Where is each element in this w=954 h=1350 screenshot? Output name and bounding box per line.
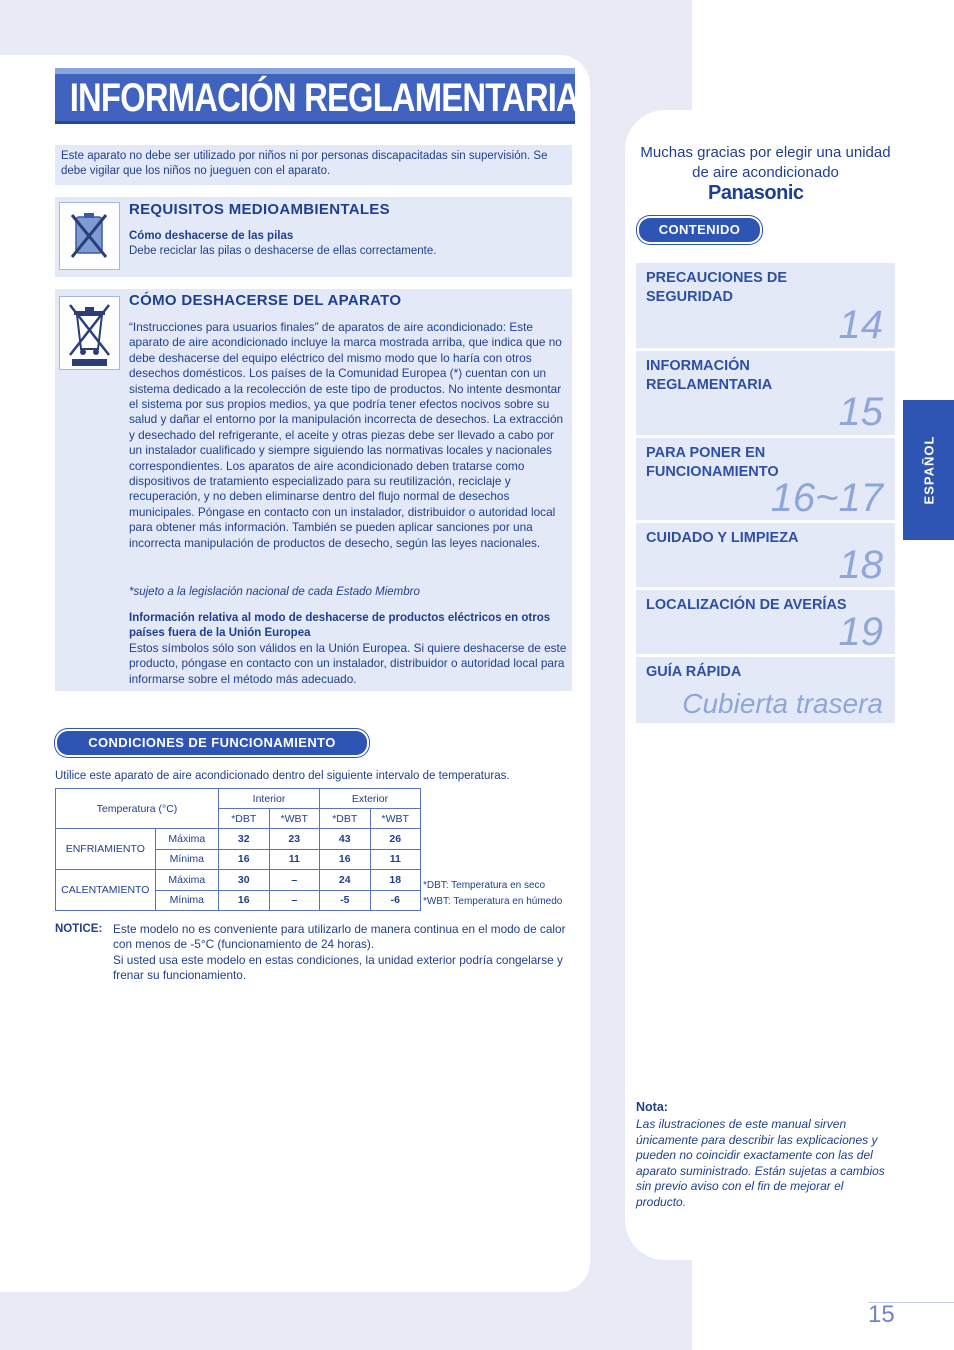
table-row — [56, 829, 421, 850]
toc-page: 14 — [838, 303, 883, 347]
toc-item-operation[interactable] — [636, 438, 895, 520]
conditions-intro: Utilice este aparato de aire acondicionado dentro del siguiente intervalo de temperaturas. — [55, 770, 510, 782]
env-text: Debe reciclar las pilas o deshacerse de ellas correctamente. — [129, 245, 437, 257]
page-number: 15 — [868, 1301, 895, 1328]
nota-label: Nota: — [636, 1100, 668, 1114]
value-cell: 43 — [320, 829, 371, 850]
value-cell: -5 — [320, 890, 371, 911]
value-cell: – — [269, 890, 320, 911]
value-cell: 30 — [219, 870, 270, 891]
env-subheading: Cómo deshacerse de las pilas — [129, 230, 294, 242]
notice-label: NOTICE: — [55, 923, 103, 935]
toc-item-care[interactable] — [636, 523, 895, 587]
toc-label: LOCALIZACIÓN DE AVERÍAS — [646, 597, 847, 613]
value-cell: -6 — [370, 890, 421, 911]
value-cell: 16 — [219, 890, 270, 911]
value-cell: 11 — [269, 849, 320, 870]
table-head-wbt: *WBT — [370, 809, 421, 829]
toc-label: PRECAUCIONES DE SEGURIDAD — [646, 270, 787, 305]
toc-item-troubleshooting[interactable] — [636, 590, 895, 654]
limit-label: Máxima — [155, 829, 218, 850]
contents-pill: CONTENIDO — [639, 218, 760, 242]
toc-item-quick-guide[interactable] — [636, 657, 895, 723]
thanks-text: Muchas gracias por elegir una unidad de aire acondicionado — [640, 144, 891, 181]
legend-dbt: *DBT: Temperatura en seco — [423, 880, 546, 891]
language-tab — [903, 400, 954, 540]
limit-label: Máxima — [155, 870, 218, 891]
value-cell: 18 — [370, 870, 421, 891]
temperature-table — [55, 788, 421, 911]
panasonic-logo: Panasonic — [708, 182, 804, 204]
table-head-wbt: *WBT — [269, 809, 320, 829]
value-cell: 32 — [219, 829, 270, 850]
language-tab-label: ESPAÑOL — [921, 435, 936, 505]
intro-text: Este aparato no debe ser utilizado por niños ni por personas discapacitadas sin supervisión. Se debe vigilar que los niños no jueguen con el aparato. — [61, 150, 548, 178]
intro-box — [55, 145, 572, 185]
value-cell: 16 — [219, 849, 270, 870]
value-cell: – — [269, 870, 320, 891]
table-head-dbt: *DBT — [219, 809, 270, 829]
toc-label: INFORMACIÓN REGLAMENTARIA — [646, 358, 773, 393]
value-cell: 16 — [320, 849, 371, 870]
notice-text-2: Si usted usa este modelo en estas condiciones, la unidad exterior podría congelarse y frenar su funcionamiento. — [113, 953, 563, 983]
table-head-dbt: *DBT — [320, 809, 371, 829]
toc-label: GUÍA RÁPIDA — [646, 664, 742, 680]
page-title: INFORMACIÓN REGLAMENTARIA — [69, 76, 579, 120]
toc-page: Cubierta trasera — [682, 688, 883, 719]
value-cell: 23 — [269, 829, 320, 850]
toc-page: 18 — [838, 543, 883, 587]
value-cell: 26 — [370, 829, 421, 850]
legend-wbt: *WBT: Temperatura en húmedo — [423, 896, 563, 907]
operating-conditions-pill: CONDICIONES DE FUNCIONAMIENTO — [57, 731, 367, 755]
mode-cell: CALENTAMIENTO — [56, 870, 156, 911]
disposal-heading: CÓMO DESHACERSE DEL APARATO — [129, 292, 402, 309]
nota-text: Las ilustraciones de este manual sirven únicamente para describir las explicaciones y pueden no coincidir exactamente con las del aparato suministrado. Están sujetas a cambios sin previo aviso con el fin de mejorar el producto. — [636, 1117, 885, 1209]
env-requirements-box — [55, 197, 572, 277]
page-title-bar — [55, 68, 579, 124]
disposal-note: *sujeto a la legislación nacional de cada Estado Miembro — [129, 586, 420, 598]
toc-page: 15 — [838, 390, 883, 434]
env-heading: REQUISITOS MEDIOAMBIENTALES — [129, 201, 390, 218]
limit-label: Mínima — [155, 849, 218, 870]
table-head-interior: Interior — [219, 789, 320, 809]
battery-disposal-icon — [59, 202, 120, 270]
table-head-exterior: Exterior — [320, 789, 421, 809]
toc-item-safety[interactable] — [636, 263, 895, 348]
limit-label: Mínima — [155, 890, 218, 911]
toc-label: PARA PONER EN FUNCIONAMIENTO — [646, 445, 779, 480]
weee-bin-icon — [59, 296, 120, 370]
toc-item-regulatory[interactable] — [636, 351, 895, 435]
mode-cell: ENFRIAMIENTO — [56, 829, 156, 870]
disposal-body: “Instrucciones para usuarios finales” de aparatos de aire acondicionado: Este aparato de aire acondicionado incluye la marca mostrada arriba, que indica que no debe deshacerse del equipo eléctrico del mismo modo que lo haría con otros desechos domésticos. Los países de la Comunidad Europea (*) cuentan con un sistema dedicado a la recolección de este tipo de productos. No intente desmontar el sistema por sus propios medios, ya que podría tener efectos nocivos sobre su salud y dañar el entorno por la manipulación incorrecta de desechos. La extracción y desechado del refrigerante, el aceite y otras piezas debe ser llevado a cabo por un instalador cualificado y siempre siguiendo las normativas locales y nacionales correspondientes. Los aparatos de aire acondicionado deben tratarse como dispositivos de tratamiento especializado para su reutilización, reciclaje y recuperación, y no deben eliminarse dentro del flujo normal de desechos municipales. Póngase en contacto con un instalador, distribuidor o autoridad local para obtener más información. También se pueden aplicar sanciones por una incorrecta manipulación de productos de desecho, según las leyes nacionales. — [129, 320, 564, 550]
table-row — [56, 870, 421, 891]
table-head-temperature: Temperatura (°C) — [56, 789, 219, 829]
outside-eu-text: Estos símbolos sólo son válidos en la Unión Europea. Si quiere deshacerse de este producto, póngase en contacto con un instalador, distribuidor o autoridad local para informarse sobre el método más adecuado. — [129, 641, 567, 686]
notice-text-1: Este modelo no es conveniente para utilizarlo de manera continua en el modo de calor con menos de -5°C (funcionamiento de 24 horas). — [113, 922, 566, 952]
toc-page: 16~17 — [770, 476, 883, 520]
value-cell: 24 — [320, 870, 371, 891]
toc-label: CUIDADO Y LIMPIEZA — [646, 530, 799, 546]
toc-page: 19 — [838, 610, 883, 654]
value-cell: 11 — [370, 849, 421, 870]
disposal-box — [55, 289, 572, 691]
outside-eu-heading: Información relativa al modo de deshacerse de productos eléctricos en otros países fuera de la Unión Europea — [129, 612, 551, 640]
